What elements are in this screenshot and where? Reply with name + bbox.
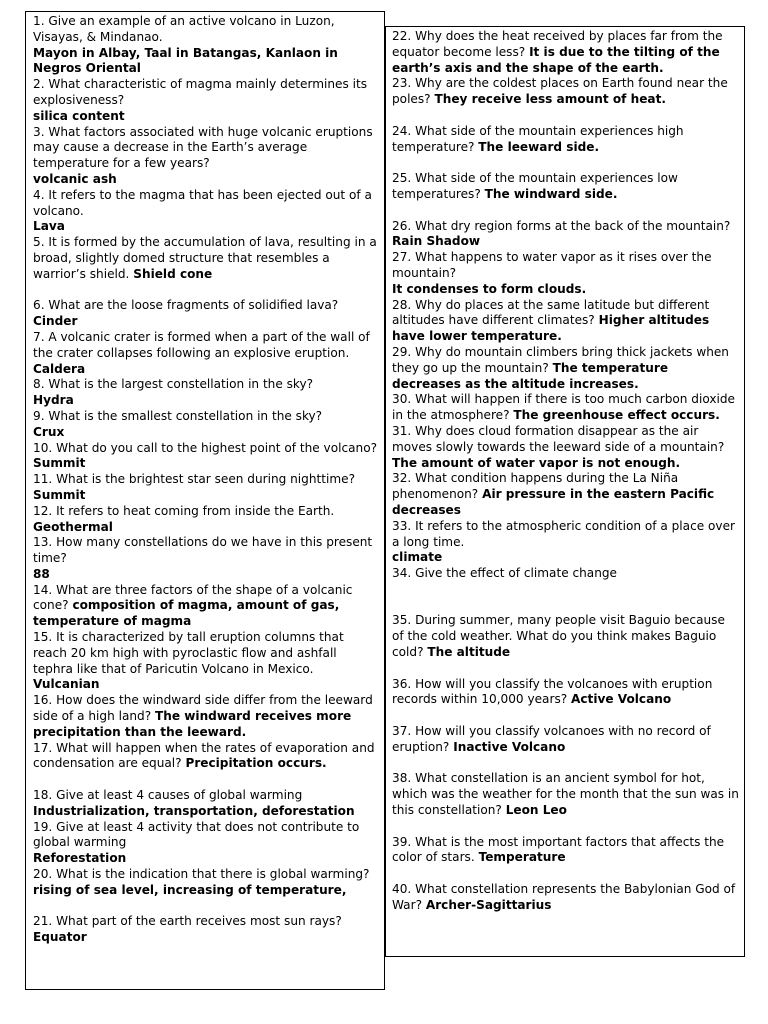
answer-text: The windward side. xyxy=(484,186,618,201)
list-item xyxy=(392,298,740,345)
list-item xyxy=(33,330,380,377)
answer-text: Rain Shadow xyxy=(392,234,481,249)
answer-text: Lava xyxy=(33,219,65,234)
answer-text: Summit xyxy=(33,456,86,471)
question-text: 23. Why are the coldest places on Earth found near the poles? xyxy=(392,76,728,107)
question-text: 16. How does the windward side differ from the leeward side of a high land? xyxy=(33,693,373,724)
list-item xyxy=(392,171,740,203)
answer-text: climate xyxy=(392,550,443,565)
answer-text: The altitude xyxy=(427,645,511,660)
list-item xyxy=(392,250,740,297)
answer-text: volcanic ash xyxy=(33,171,117,186)
question-text: 31. Why does cloud formation disappear as the air moves slowly towards the leeward side of a mountain? xyxy=(392,423,725,454)
question-text: 21. What part of the earth receives most sun rays? xyxy=(33,914,342,929)
list-item xyxy=(392,471,740,518)
answer-text: It is due to the tilting of the earth’s axis and the shape of the earth. xyxy=(392,44,720,75)
question-text: 18. Give at least 4 causes of global warming xyxy=(33,788,303,803)
list-item xyxy=(33,377,380,409)
question-text: 1. Give an example of an active volcano in Luzon, Visayas, & Mindanao. xyxy=(33,14,335,44)
question-text: 7. A volcanic crater is formed when a part of the wall of the crater collapses following an explosive eruption. xyxy=(33,329,370,360)
list-item xyxy=(33,914,380,946)
question-text: 38. What constellation is an ancient symbol for hot, which was the weather for the month that the sun was in this constellation? xyxy=(392,771,739,818)
question-text: 37. How will you classify volcanoes with no record of eruption? xyxy=(392,724,711,754)
list-item xyxy=(392,345,740,392)
list-item xyxy=(33,77,380,124)
answer-text: composition of magma, amount of gas, temperature of magma xyxy=(33,598,340,629)
list-item xyxy=(33,409,380,441)
answer-text: Geothermal xyxy=(33,519,113,534)
answer-text: Cinder xyxy=(33,314,78,329)
question-text: 11. What is the brightest star seen during nighttime? xyxy=(33,472,355,487)
answer-text: Precipitation occurs. xyxy=(185,756,327,771)
answer-text: Industrialization, transportation, deforestation xyxy=(33,803,355,818)
answer-text: Vulcanian xyxy=(33,677,100,692)
answer-text: Active Volcano xyxy=(571,692,672,707)
answer-text: Mayon in Albay, Taal in Batangas, Kanlaon in Negros Oriental xyxy=(33,45,338,76)
answer-text: The amount of water vapor is not enough. xyxy=(392,455,681,470)
list-item xyxy=(33,535,380,582)
question-text: 32. What condition happens during the La Niña phenomenon? xyxy=(392,471,679,502)
question-text: 9. What is the smallest constellation in the sky? xyxy=(33,408,323,423)
list-item xyxy=(33,472,380,504)
left-column xyxy=(25,11,385,990)
list-item xyxy=(33,820,380,867)
answer-text: Air pressure in the eastern Pacific decreases xyxy=(392,487,715,517)
question-text: 12. It refers to heat coming from inside the Earth. xyxy=(33,503,335,518)
list-item xyxy=(392,519,740,566)
question-text: 22. Why does the heat received by places far from the equator become less? xyxy=(392,29,723,59)
list-item xyxy=(33,741,380,773)
list-item xyxy=(392,882,740,914)
answer-text: Shield cone xyxy=(133,266,213,281)
list-item xyxy=(392,29,740,76)
question-text: 14. What are three factors of the shape of a volcanic cone? xyxy=(33,582,353,613)
list-item xyxy=(392,424,740,471)
question-text: 40. What constellation represents the Babylonian God of War? xyxy=(392,882,736,912)
list-item xyxy=(33,298,380,330)
answer-text: They receive less amount of heat. xyxy=(434,92,666,107)
right-column xyxy=(385,26,745,957)
list-item xyxy=(33,188,380,235)
question-text: 4. It refers to the magma that has been ejected out of a volcano. xyxy=(33,187,372,218)
answer-text: Temperature xyxy=(478,850,566,865)
question-text: 33. It refers to the atmospheric condition of a place over a long time. xyxy=(392,518,735,549)
answer-text: Reforestation xyxy=(33,851,127,866)
list-item xyxy=(33,630,380,693)
answer-text: Archer-Sagittarius xyxy=(425,897,552,912)
list-item xyxy=(392,566,740,582)
question-text: 8. What is the largest constellation in the sky? xyxy=(33,377,314,392)
answer-text: It condenses to form clouds. xyxy=(392,281,587,296)
question-text: 19. Give at least 4 activity that does not contribute to global warming xyxy=(33,819,360,850)
list-item xyxy=(392,724,740,756)
question-text: 28. Why do places at the same latitude but different altitudes have different climates? xyxy=(392,297,710,328)
answer-text: Summit xyxy=(33,487,86,502)
question-text: 24. What side of the mountain experiences high temperature? xyxy=(392,123,684,154)
answer-text: The greenhouse effect occurs. xyxy=(513,408,720,423)
list-item xyxy=(33,583,380,630)
answer-text: Inactive Volcano xyxy=(453,739,566,754)
question-text: 25. What side of the mountain experiences low temperatures? xyxy=(392,171,678,201)
question-text: 13. How many constellations do we have in this present time? xyxy=(33,535,373,566)
question-text: 35. During summer, many people visit Baguio because of the cold weather. What do you think makes Baguio cold? xyxy=(392,613,725,660)
question-text: 30. What will happen if there is too much carbon dioxide in the atmosphere? xyxy=(392,392,736,423)
answer-text: The windward receives more precipitation than the leeward. xyxy=(33,709,352,739)
answer-text: silica content xyxy=(33,108,125,123)
list-item xyxy=(33,867,380,899)
list-item xyxy=(392,771,740,818)
list-item xyxy=(392,392,740,424)
answer-text: The leeward side. xyxy=(478,139,600,154)
answer-text: Crux xyxy=(33,424,65,439)
question-text: 15. It is characterized by tall eruption columns that reach 20 km high with pyroclastic flow and ashfall tephra like that of Paricutin Volcano in Mexico. xyxy=(33,630,344,676)
answer-text: 88 xyxy=(33,566,50,581)
list-item xyxy=(33,504,380,536)
answer-text: Higher altitudes have lower temperature. xyxy=(392,313,710,344)
question-text: 5. It is formed by the accumulation of lava, resulting in a broad, slightly domed structure that resembles a warrior’s shield. xyxy=(33,235,377,281)
question-text: 3. What factors associated with huge volcanic eruptions may cause a decrease in the Earth’s average temperature for a few years? xyxy=(33,124,373,171)
question-text: 26. What dry region forms at the back of the mountain? xyxy=(392,218,731,233)
list-item xyxy=(392,76,740,108)
question-text: 34. Give the effect of climate change xyxy=(392,566,617,581)
list-item xyxy=(392,613,740,660)
answer-text: rising of sea level, increasing of temperature, xyxy=(33,882,347,897)
question-text: 29. Why do mountain climbers bring thick jackets when they go up the mountain? xyxy=(392,344,729,375)
question-text: 39. What is the most important factors that affects the color of stars. xyxy=(392,834,725,865)
answer-text: Equator xyxy=(33,930,87,945)
list-item xyxy=(33,125,380,188)
list-item xyxy=(392,124,740,156)
list-item xyxy=(33,235,380,282)
answer-text: Leon Leo xyxy=(505,803,567,818)
question-text: 20. What is the indication that there is global warming? xyxy=(33,867,370,882)
question-text: 2. What characteristic of magma mainly determines its explosiveness? xyxy=(33,77,368,107)
question-text: 36. How will you classify the volcanoes with eruption records within 10,000 years? xyxy=(392,676,713,707)
question-text: 17. What will happen when the rates of evaporation and condensation are equal? xyxy=(33,740,375,771)
answer-text: Caldera xyxy=(33,361,86,376)
list-item xyxy=(33,441,380,473)
list-item xyxy=(392,677,740,709)
answer-text: The temperature decreases as the altitude increases. xyxy=(392,360,669,391)
list-item xyxy=(33,788,380,820)
question-text: 27. What happens to water vapor as it rises over the mountain? xyxy=(392,250,712,280)
answer-text: Hydra xyxy=(33,393,74,408)
question-text: 10. What do you call to the highest point of the volcano? xyxy=(33,440,378,455)
list-item xyxy=(392,219,740,251)
list-item xyxy=(33,14,380,77)
list-item xyxy=(392,835,740,867)
question-text: 6. What are the loose fragments of solidified lava? xyxy=(33,298,339,313)
list-item xyxy=(33,693,380,740)
